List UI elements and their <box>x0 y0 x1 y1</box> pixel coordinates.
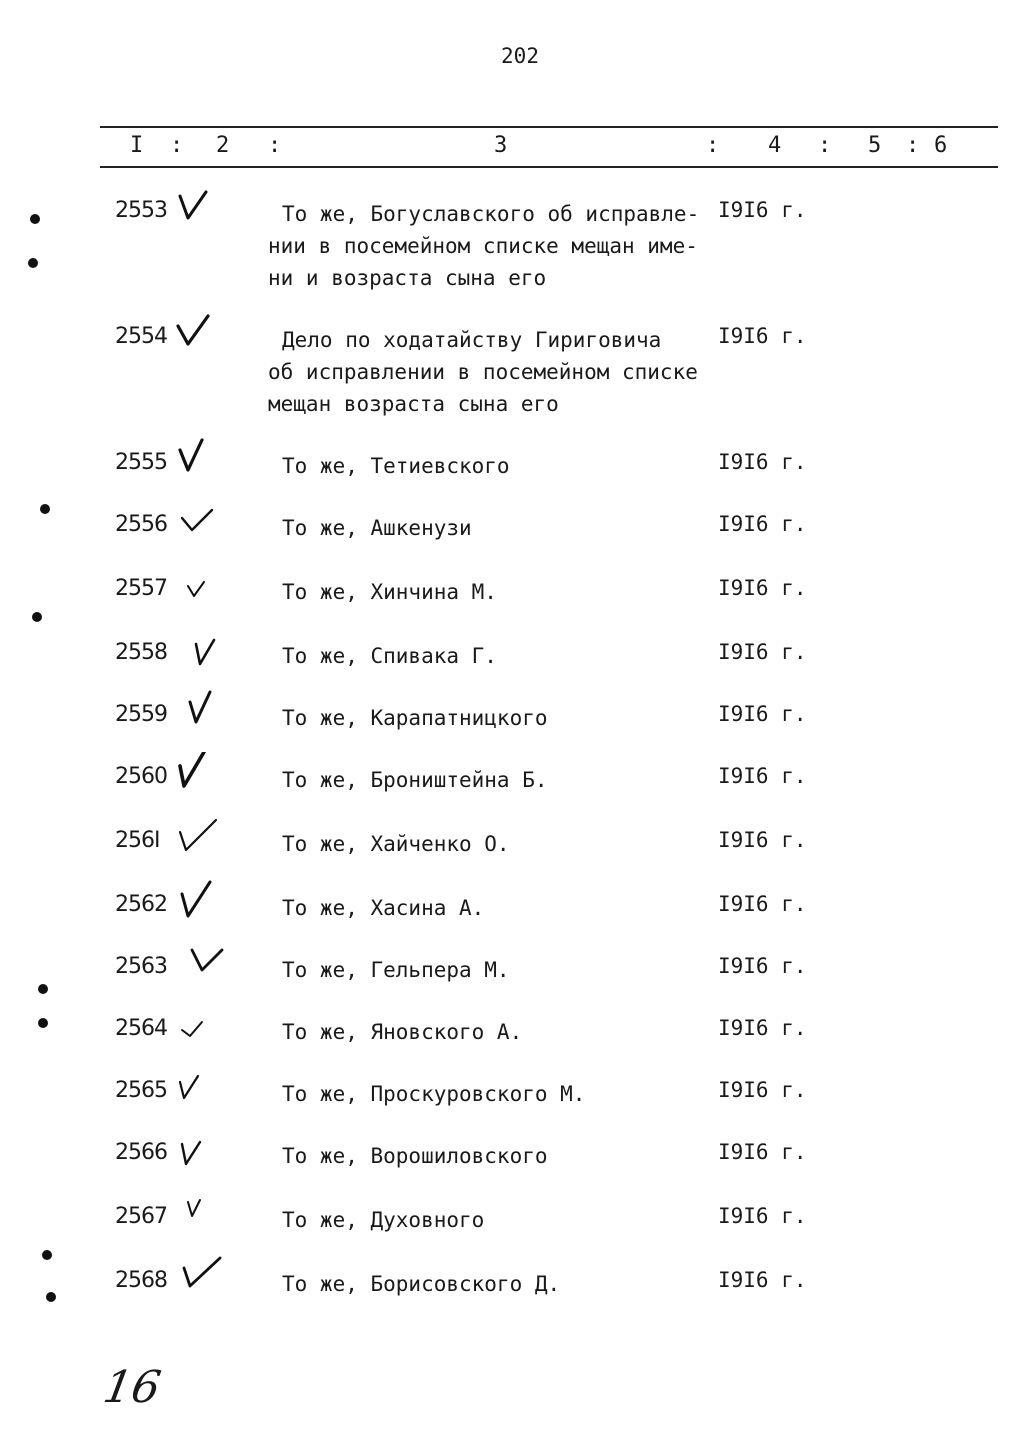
table-header <box>0 133 1024 161</box>
case-description: То же, Ашкенузи <box>282 516 472 540</box>
checkmark-icon <box>172 942 224 986</box>
header-col-6: 6 <box>934 133 948 158</box>
case-year: I9I6 г. <box>718 324 807 348</box>
checkmark-icon <box>172 564 224 608</box>
case-year: I9I6 г. <box>718 892 807 916</box>
case-year: I9I6 г. <box>718 198 807 222</box>
binding-hole-mark <box>30 214 40 224</box>
case-number: 2557 <box>115 576 167 601</box>
case-number: 2562 <box>115 892 167 917</box>
case-number: 2568 <box>115 1268 167 1293</box>
case-description: То же, Яновского А. <box>282 1020 523 1044</box>
binding-hole-mark <box>38 984 48 994</box>
checkmark-icon <box>172 312 224 356</box>
case-description: То же, Карапатницкого <box>282 706 548 730</box>
header-rule-bottom <box>100 166 998 168</box>
handwritten-sheet-count: 16 <box>99 1362 165 1413</box>
case-year: I9I6 г. <box>718 640 807 664</box>
header-col-3: 3 <box>494 133 508 158</box>
checkmark-icon <box>172 1192 224 1236</box>
case-year: I9I6 г. <box>718 1204 807 1228</box>
case-description: То же, Хайченко О. <box>282 832 510 856</box>
checkmark-icon <box>172 500 224 544</box>
case-year: I9I6 г. <box>718 450 807 474</box>
checkmark-icon <box>172 816 224 860</box>
checkmark-icon <box>172 690 224 734</box>
checkmark-icon <box>172 1128 224 1172</box>
case-description: То же, Хинчина М. <box>282 580 497 604</box>
case-description: То же, Тетиевского <box>282 454 510 478</box>
binding-hole-mark <box>40 504 50 514</box>
binding-hole-mark <box>32 612 42 622</box>
case-year: I9I6 г. <box>718 1140 807 1164</box>
page-number: 202 <box>501 44 539 68</box>
checkmark-icon <box>172 752 224 796</box>
case-year: I9I6 г. <box>718 828 807 852</box>
case-year: I9I6 г. <box>718 1016 807 1040</box>
case-number: 2553 <box>115 198 167 223</box>
case-number: 2563 <box>115 954 167 979</box>
case-number: 2564 <box>115 1016 167 1041</box>
case-number: 2556 <box>115 512 167 537</box>
case-year: I9I6 г. <box>718 512 807 536</box>
case-description: То же, Проскуровского М. <box>282 1082 586 1106</box>
header-rule-top <box>100 126 998 128</box>
case-number: 2565 <box>115 1078 167 1103</box>
case-number: 2567 <box>115 1204 167 1229</box>
case-description: То же, Спивака Г. <box>282 644 497 668</box>
header-col-1: I <box>130 133 144 158</box>
checkmark-icon <box>172 1256 224 1300</box>
case-description: То же, Духовного <box>282 1208 485 1232</box>
header-col-2: 2 <box>216 133 230 158</box>
checkmark-icon <box>172 186 224 230</box>
binding-hole-mark <box>46 1292 56 1302</box>
header-col-4: 4 <box>768 133 782 158</box>
header-separator: : <box>706 133 720 158</box>
case-description: Дело по ходатайству Гириговича об исправлении в посемейном списке мещан возраста сына его <box>268 328 698 416</box>
case-year: I9I6 г. <box>718 702 807 726</box>
case-year: I9I6 г. <box>718 1268 807 1292</box>
binding-hole-mark <box>42 1250 52 1260</box>
case-number: 256I <box>115 828 160 853</box>
checkmark-icon <box>172 628 224 672</box>
header-separator: : <box>906 133 920 158</box>
checkmark-icon <box>172 1066 224 1110</box>
case-number: 2560 <box>115 764 167 789</box>
case-number: 2566 <box>115 1140 167 1165</box>
case-number: 2554 <box>115 324 167 349</box>
checkmark-icon <box>172 880 224 924</box>
case-year: I9I6 г. <box>718 954 807 978</box>
case-description: То же, Ворошиловского <box>282 1144 548 1168</box>
checkmark-icon <box>172 1004 224 1048</box>
case-year: I9I6 г. <box>718 1078 807 1102</box>
binding-hole-mark <box>38 1018 48 1028</box>
case-description: То же, Гельпера М. <box>282 958 510 982</box>
binding-hole-mark <box>28 258 38 268</box>
case-number: 2559 <box>115 702 167 727</box>
checkmark-icon <box>172 438 224 482</box>
header-separator: : <box>170 133 184 158</box>
case-number: 2558 <box>115 640 167 665</box>
case-number: 2555 <box>115 450 167 475</box>
header-col-5: 5 <box>868 133 882 158</box>
case-year: I9I6 г. <box>718 764 807 788</box>
header-separator: : <box>818 133 832 158</box>
case-year: I9I6 г. <box>718 576 807 600</box>
case-description: То же, Борисовского Д. <box>282 1272 561 1296</box>
case-description: То же, Богуславского об исправле- нии в посемейном списке мещан име- ни и возраста сына его <box>268 202 700 290</box>
header-separator: : <box>268 133 282 158</box>
case-description: То же, Хасина А. <box>282 896 485 920</box>
case-description: То же, Броништейна Б. <box>282 768 548 792</box>
